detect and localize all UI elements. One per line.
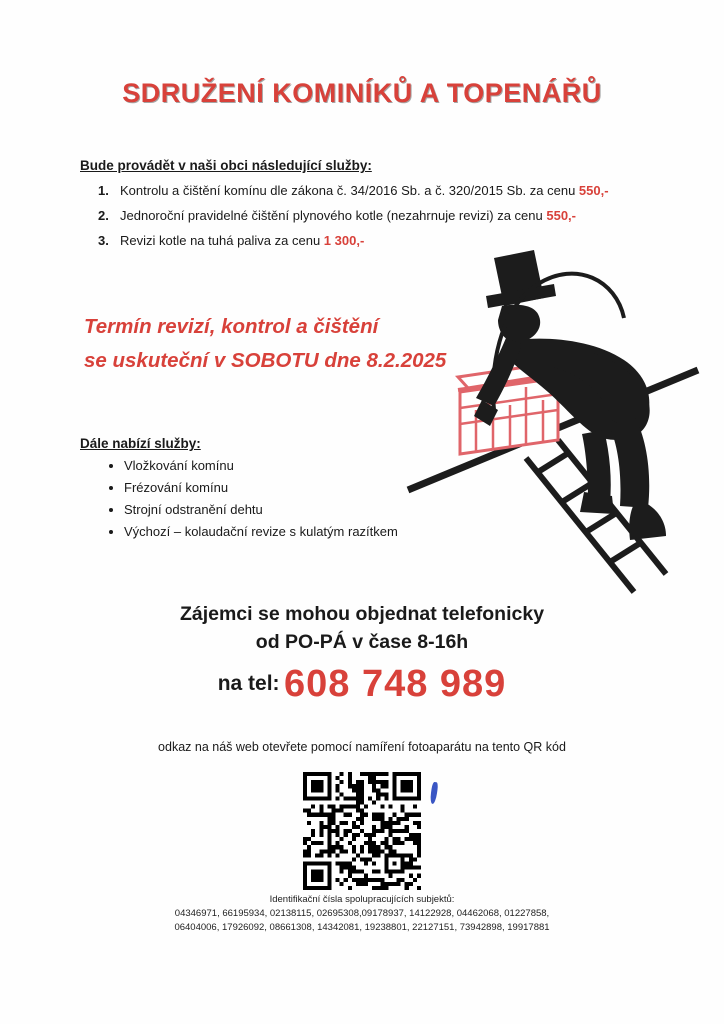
services-heading: Bude provádět v naši obci následující služby: [80, 158, 372, 173]
list-item: • Vložkování komínu [124, 455, 398, 477]
footer-ids [0, 893, 724, 935]
contact-block [0, 600, 724, 656]
list-item-price: 1 300,- [323, 233, 365, 248]
appointment-date-block [84, 310, 446, 378]
contact-line-1: Zájemci se mohou objednat telefonicky [179, 603, 545, 625]
phone-line [0, 663, 724, 706]
list-item: • Frézování komínu [124, 477, 398, 499]
phone-label: na tel: [217, 672, 280, 695]
list-item [98, 203, 668, 228]
appointment-date-line-1: Termín revizí, kontrol a čištění [84, 315, 379, 338]
list-item-text: Jednoroční pravidelné čištění plynového kotle (nezahrnuje revizi) za cenu [120, 208, 547, 223]
pen-mark-icon [429, 782, 438, 805]
phone-number[interactable]: 608 748 989 [283, 663, 507, 705]
list-item-number: 3. [98, 233, 109, 248]
footer-line-2: 04346971, 66195934, 02138115, 02695308,09178937, 14122928, 04462068, 01227858, [174, 908, 550, 919]
chimney-sweep-illustration [398, 240, 708, 600]
list-item-text: Revizi kotle na tuhá paliva za cenu [120, 233, 324, 248]
qr-code-canvas[interactable] [303, 772, 421, 890]
list-item [98, 178, 668, 203]
list-item: • Výchozí – kolaudační revize s kulatým razítkem [124, 521, 398, 543]
qr-code[interactable] [303, 772, 421, 890]
footer-line-1: Identifikační čísla spolupracujících subjektů: [269, 894, 455, 905]
page-title: SDRUŽENÍ KOMINÍKŮ A TOPENÁŘŮ [122, 78, 602, 108]
footer-line-3: 06404006, 17926092, 08661308, 14342081, 19238801, 22127151, 73942898, 19917881 [174, 922, 550, 933]
list-item-price: 550,- [578, 183, 609, 198]
list-item-number: 1. [98, 183, 109, 198]
list-item-number: 2. [98, 208, 109, 223]
list-item: • Strojní odstranění dehtu [124, 499, 398, 521]
qr-note: odkaz na náš web otevřete pomocí namíření fotoaparátu na tento QR kód [158, 740, 566, 754]
contact-line-2: od PO-PÁ v čase 8-16h [255, 631, 469, 653]
further-services-list [100, 455, 398, 543]
further-services-heading: Dále nabízí služby: [80, 436, 201, 451]
list-item-price: 550,- [546, 208, 576, 223]
appointment-date-line-2: se uskuteční v SOBOTU dne 8.2.2025 [84, 349, 447, 372]
list-item-text: Kontrolu a čištění komínu dle zákona č. 34/2016 Sb. a č. 320/2015 Sb. za cenu [120, 183, 579, 198]
